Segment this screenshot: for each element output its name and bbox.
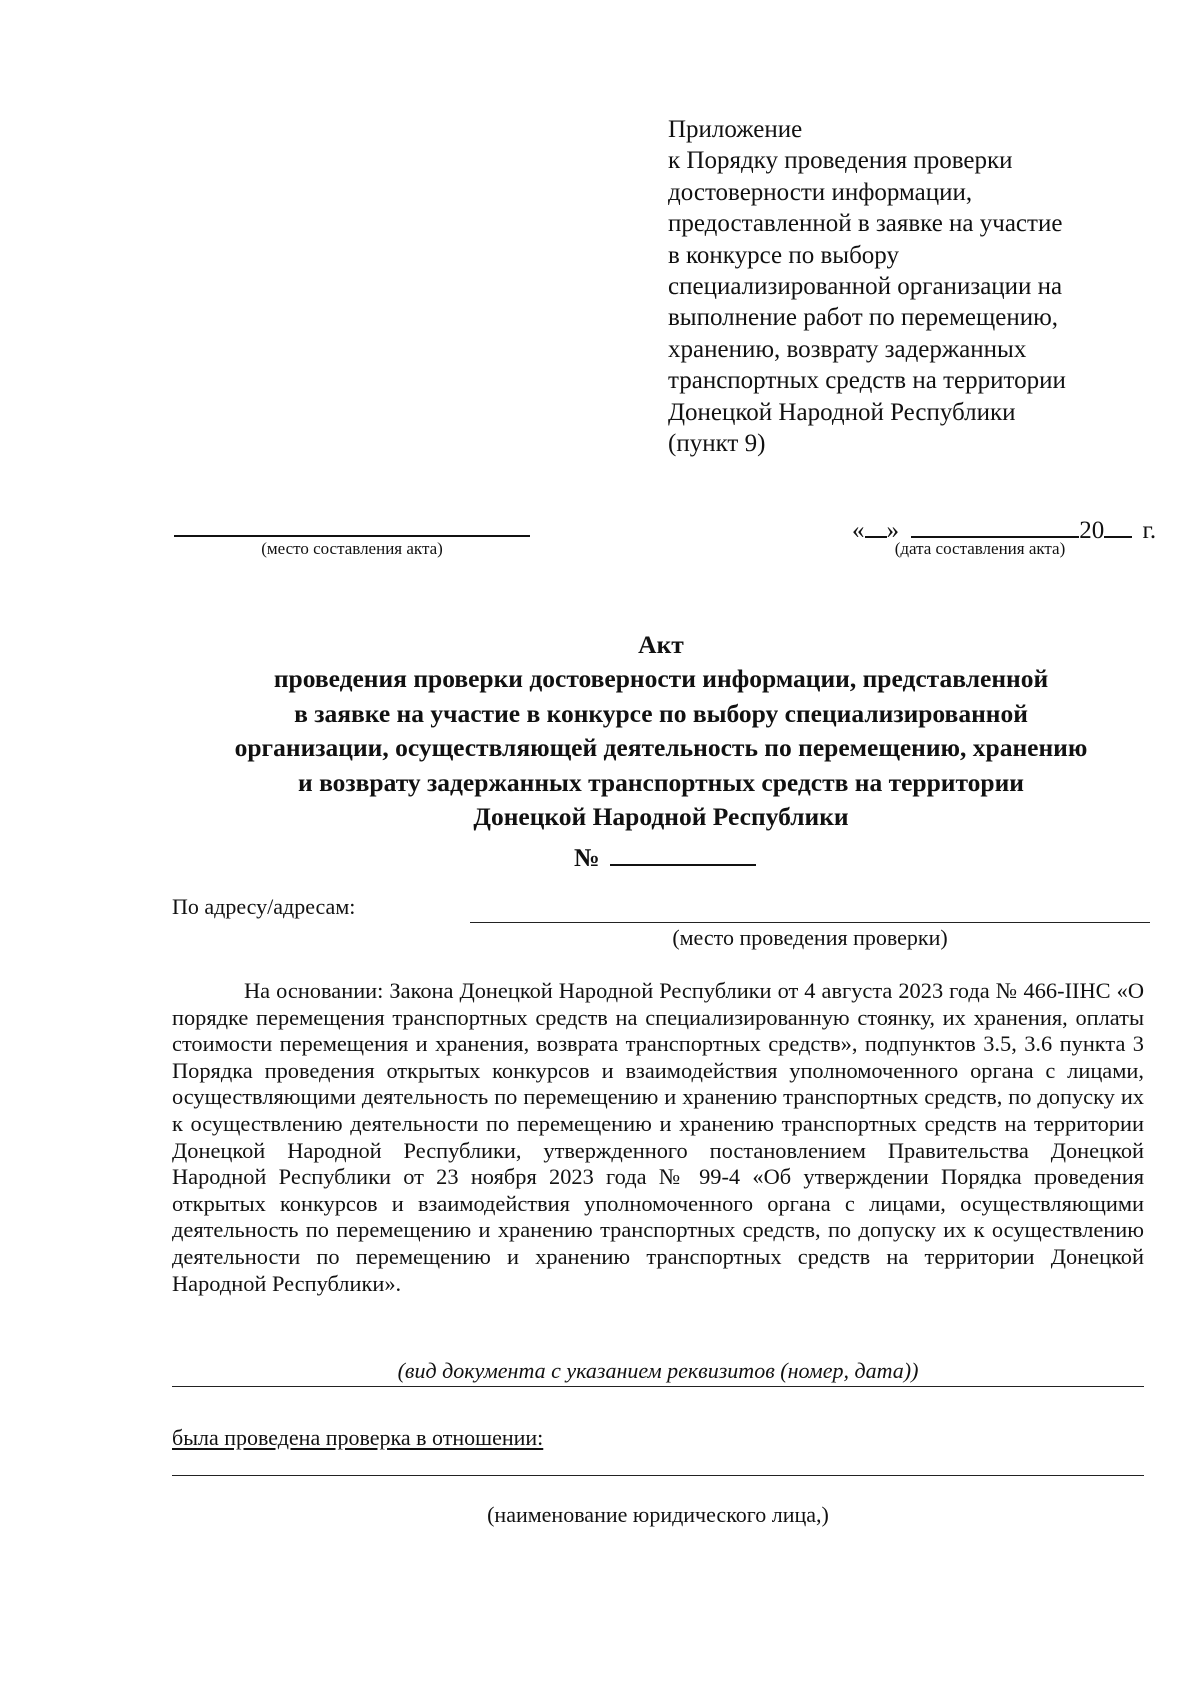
title-line: Донецкой Народной Республики [473, 802, 849, 832]
address-label: По адресу/адресам: [172, 894, 356, 919]
date-caption: (дата составления акта) [894, 539, 1066, 558]
day-blank [865, 512, 887, 538]
title-line: проведения проверки достоверности информации, представленной [273, 664, 1049, 694]
basis-paragraph: На основании: Закона Донецкой Народной Республики от 4 августа 2023 года № 466-IIНС «О порядке перемещения транспортных средств на специализированную стоянку, их хранения, оплаты стоимости перемещения и хранения, возврата транспортных средств», подпунктов 3.5, 3.6 пункта 3 Порядка проведения открытых конкурсов и взаимодействия уполномоченного органа с лицами, осуществляющими деятельность по перемещению и хранению транспортных средств, по допуску их к осуществлению деятельности по перемещению и хранению транспортных средств на территории Донецкой Народной Республики, утвержденного постановлением Правительства Донецкой Народной Республики от 23 ноября 2023 года № 99-4 «Об утверждении Порядка проведения открытых конкурсов и взаимодействия уполномоченного органа с лицами, осуществляющими деятельность по перемещению и хранению транспортных средств, по допуску их к осуществлению деятельности по перемещению и хранению транспортных средств на территории Донецкой Народной Республики». [172, 978, 1144, 1296]
title-line: Акт [638, 630, 684, 659]
date-century: 20 [1079, 517, 1105, 544]
document-title [0, 628, 1200, 834]
month-blank [911, 512, 1079, 538]
place-caption: (место составления акта) [261, 539, 443, 558]
document-type-line [172, 1386, 1144, 1387]
appendix-note: Приложение к Порядку проведения проверки достоверности информации, предоставленной в заявке на участие в конкурсе по выбору специализированной организации на выполнение работ по перемещению, хранению, возврату задержанных транспортных средств на территории Донецкой Народной Республики (пункт 9) [668, 116, 1066, 458]
title-line: в заявке на участие в конкурсе по выбору специализированной [294, 698, 1028, 728]
address-blank-line [470, 922, 1150, 923]
entity-blank-line [172, 1475, 1144, 1476]
number-sign: № [574, 843, 600, 872]
number-blank [610, 840, 756, 866]
date-close-quote: » [886, 517, 899, 544]
date-year-suffix: г. [1142, 517, 1157, 544]
year-blank [1104, 512, 1132, 538]
document-type-caption: (вид документа с указанием реквизитов (номер, дата)) [397, 1358, 919, 1383]
title-line: организации, осуществляющей деятельность по перемещению, хранению [234, 733, 1088, 763]
entity-caption: (наименование юридического лица,) [487, 1502, 829, 1527]
address-caption: (место проведения проверки) [672, 925, 948, 950]
place-blank-line [174, 535, 530, 537]
date-open-quote: « [852, 517, 865, 544]
act-number [574, 840, 756, 873]
title-line: и возврату задержанных транспортных средств на территории [298, 767, 1024, 797]
checked-entity-label: была проведена проверка в отношении: [172, 1425, 544, 1450]
